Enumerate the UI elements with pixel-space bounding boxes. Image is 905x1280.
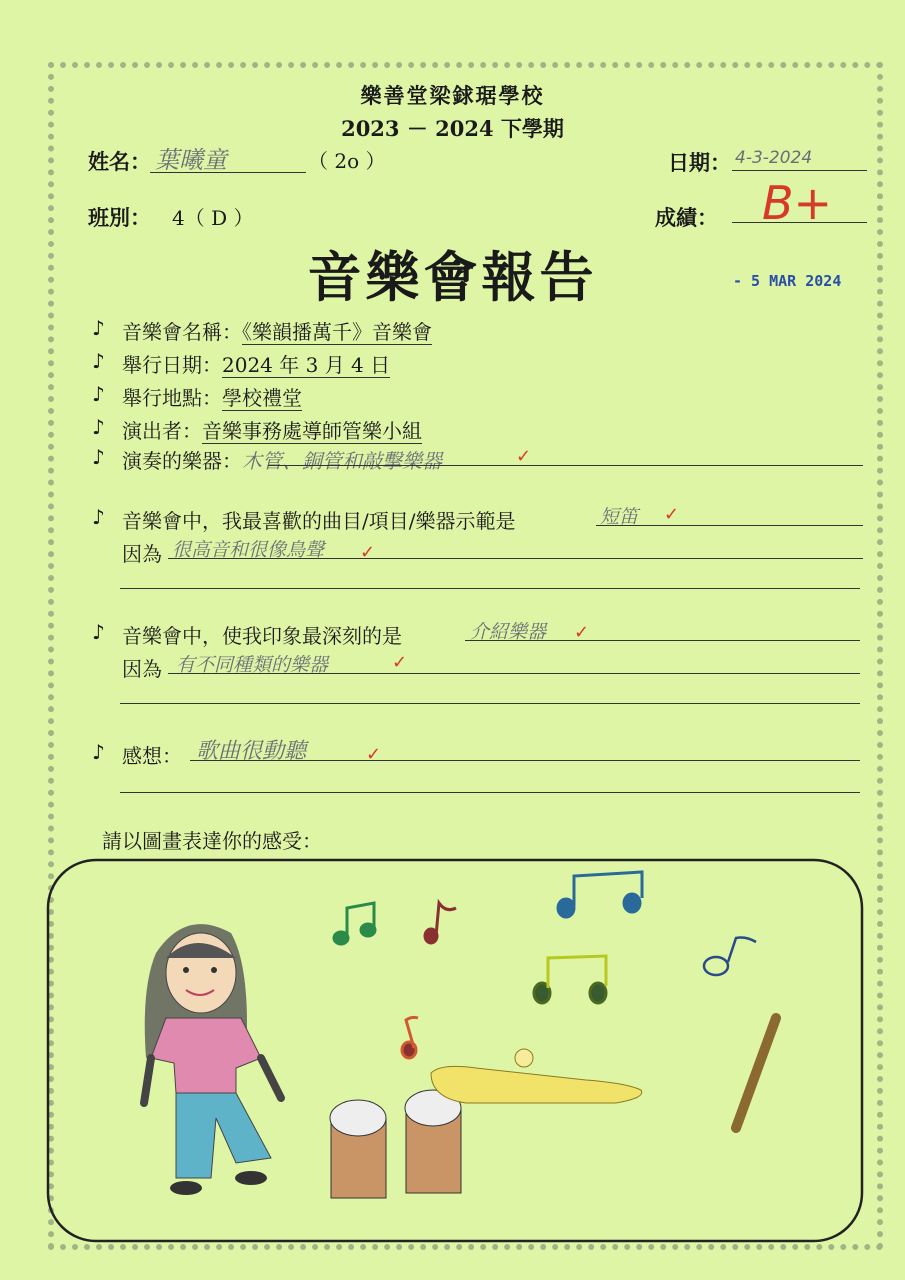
q1-bullet: ♪ [92, 505, 105, 529]
item-bullet: ♪ [92, 382, 105, 406]
drum-icon [330, 1090, 461, 1198]
grade-label: 成績： [655, 205, 718, 230]
q3-blank-line [120, 792, 860, 793]
q3-bullet: ♪ [92, 740, 105, 764]
q2-answer: 介紹樂器 [470, 621, 547, 643]
trumpet-icon [431, 1049, 642, 1103]
item-row [122, 415, 422, 444]
item-value: 2024 年 3 月 4 日 [222, 353, 391, 377]
item-bullet: ♪ [92, 349, 105, 373]
school-name: 樂善堂梁銶琚學校 [360, 83, 545, 108]
date-stamp: - 5 MAR 2024 [733, 272, 842, 290]
q1-reason: 很高音和很像鳥聲 [172, 539, 325, 561]
item-bullet: ♪ [92, 445, 105, 469]
name-underline [150, 172, 306, 173]
item-label: 音樂會名稱： [122, 320, 242, 344]
date-value: 4-3-2024 [735, 148, 813, 168]
q1-answer: 短笛 [600, 506, 639, 528]
check-mark: ✓ [664, 504, 680, 525]
music-note-icon [558, 872, 642, 917]
item-row [122, 445, 442, 474]
check-mark: ✓ [392, 652, 408, 673]
q2-because: 因為 [122, 657, 162, 681]
class-label: 班別： [88, 205, 151, 230]
date-underline [732, 170, 867, 171]
item-row [122, 349, 390, 378]
grade-value: B+ [762, 176, 833, 230]
music-note-icon [704, 938, 756, 976]
term: 2023 － 2024 下學期 [341, 116, 564, 141]
check-mark: ✓ [574, 622, 590, 643]
item-answer-line [268, 465, 863, 466]
q2-bullet: ♪ [92, 620, 105, 644]
music-note-icon [534, 956, 606, 1003]
music-note-icon [425, 903, 456, 943]
name-value: 葉曦童 [155, 146, 227, 174]
item-label: 演出者： [122, 419, 202, 443]
draw-prompt: 請以圖畫表達你的感受： [102, 829, 322, 853]
item-label: 舉行地點： [122, 386, 222, 410]
item-bullet: ♪ [92, 415, 105, 439]
q1-blank-line [120, 588, 860, 589]
music-note-icon [402, 1017, 418, 1058]
item-value: 《樂韻播萬千》音樂會 [242, 320, 432, 344]
item-row [122, 382, 302, 411]
q3-answer: 歌曲很動聽 [196, 739, 307, 764]
check-mark: ✓ [366, 744, 382, 765]
flute-icon [736, 1018, 776, 1128]
class-value: 4（ D ） [172, 206, 254, 230]
q2-reason: 有不同種類的樂器 [176, 654, 329, 676]
music-note-icon [334, 903, 375, 944]
item-label: 演奏的樂器： [122, 449, 242, 473]
item-value: 木管、銅管和敲擊樂器 [242, 449, 442, 473]
item-row [122, 316, 432, 345]
q1-because: 因為 [122, 542, 162, 566]
report-title: 音樂會報告 [307, 245, 598, 309]
q2-blank-line [120, 703, 860, 704]
item-bullet: ♪ [92, 316, 105, 340]
q1-question: 音樂會中，我最喜歡的曲目/項目/樂器示範是 [122, 509, 516, 533]
check-mark: ✓ [360, 542, 376, 563]
name-label: 姓名： [88, 149, 151, 174]
girl-figure-icon [144, 924, 281, 1195]
item-value: 音樂事務處導師管樂小組 [202, 419, 422, 443]
q3-question: 感想： [122, 744, 182, 768]
class-number: （ 2o ） [308, 149, 386, 173]
item-value: 學校禮堂 [222, 386, 302, 410]
drawing-box [46, 858, 864, 1243]
q2-question: 音樂會中，使我印象最深刻的是 [122, 624, 402, 648]
check-mark: ✓ [516, 446, 532, 467]
item-label: 舉行日期： [122, 353, 222, 377]
date-label: 日期： [668, 150, 731, 175]
